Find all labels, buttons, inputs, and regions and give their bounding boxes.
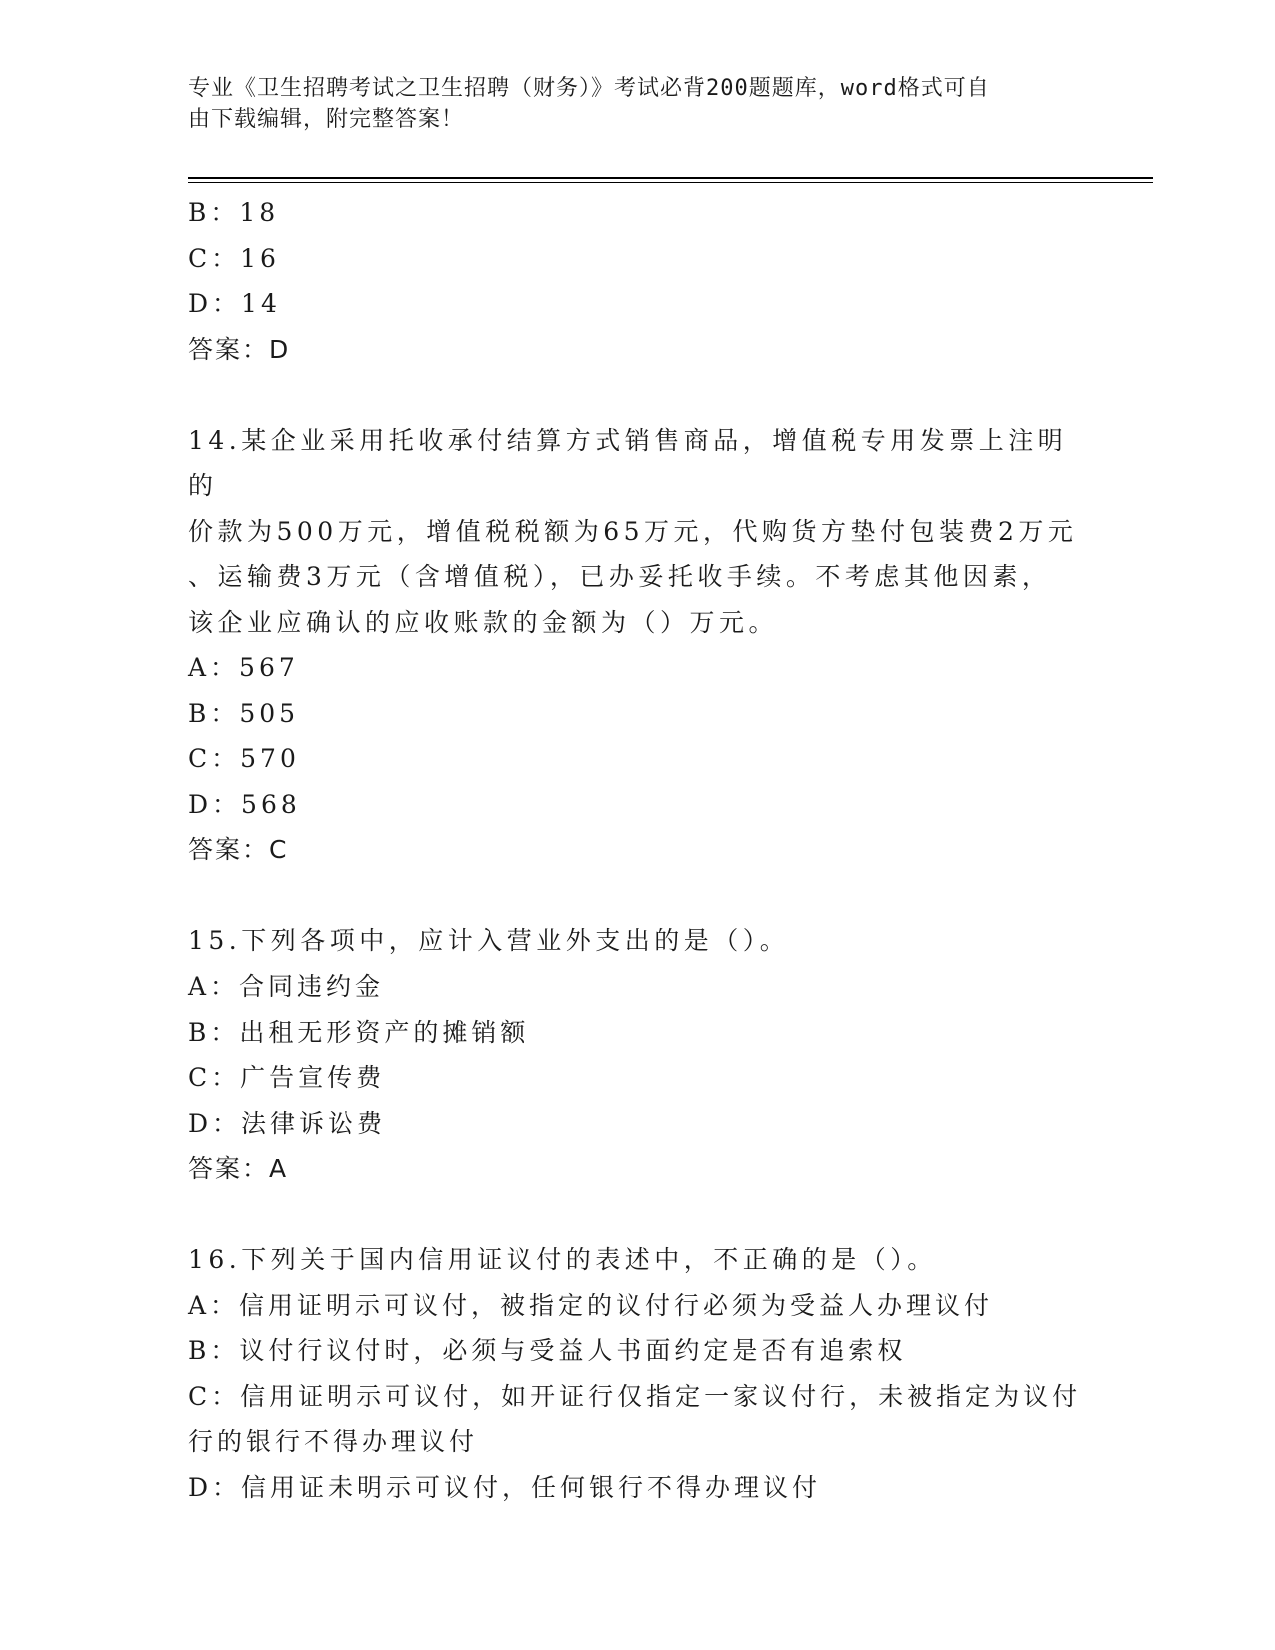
option-c: C：16 [188,243,280,273]
option-c-continued: 行的银行不得办理议付 [188,1427,479,1457]
option-c: C：广告宣传费 [188,1063,386,1093]
option-b: B：505 [188,698,300,728]
question-stem-line: 该企业应确认的应收账款的金额为（）万元。 [188,607,779,637]
option-a: A：合同违约金 [188,972,385,1002]
question-15 [188,918,1088,1192]
question-list [188,190,1088,1510]
option-a: A：567 [188,653,299,683]
header-line-2: 由下载编辑，附完整答案！ [188,107,465,132]
option-a: A：信用证明示可议付，被指定的议付行必须为受益人办理议付 [188,1290,994,1320]
answer: 答案：A [188,1154,289,1184]
question-14 [188,418,1088,874]
option-d: D：法律诉讼费 [188,1108,387,1138]
question-13 [188,190,1088,373]
option-b: B：18 [188,198,280,227]
header-line-1: 专业《卫生招聘考试之卫生招聘（财务）》考试必背200题题库，word格式可自 [188,76,990,101]
option-c: C：信用证明示可议付，如开证行仅指定一家议付行，未被指定为议付 [188,1381,1082,1411]
option-d: D：568 [188,789,301,819]
question-stem-line: 、运输费3万元（含增值税），已办妥托收手续。不考虑其他因素， [188,562,1052,592]
answer: 答案：C [188,835,289,865]
document-header [188,73,1078,135]
answer: 答案：D [188,334,291,364]
header-rule-thick [188,177,1153,179]
option-c: C：570 [188,744,300,774]
option-d: D：信用证未明示可议付，任何银行不得办理议付 [188,1472,822,1502]
option-d: D：14 [188,289,281,318]
question-stem-line: 16.下列关于国内信用证议付的表述中，不正确的是（）。 [188,1245,937,1275]
header-rule-thin [188,182,1153,183]
question-stem-line: 价款为500万元，增值税税额为65万元，代购货方垫付包装费2万元 [188,516,1078,546]
question-16 [188,1237,1088,1510]
question-stem-line: 14.某企业采用托收承付结算方式销售商品，增值税专用发票上注明的 [188,425,1068,501]
question-stem-line: 15.下列各项中，应计入营业外支出的是（）。 [188,926,790,956]
option-b: B：出租无形资产的摊销额 [188,1017,530,1047]
option-b: B：议付行议付时，必须与受益人书面约定是否有追索权 [188,1336,907,1366]
